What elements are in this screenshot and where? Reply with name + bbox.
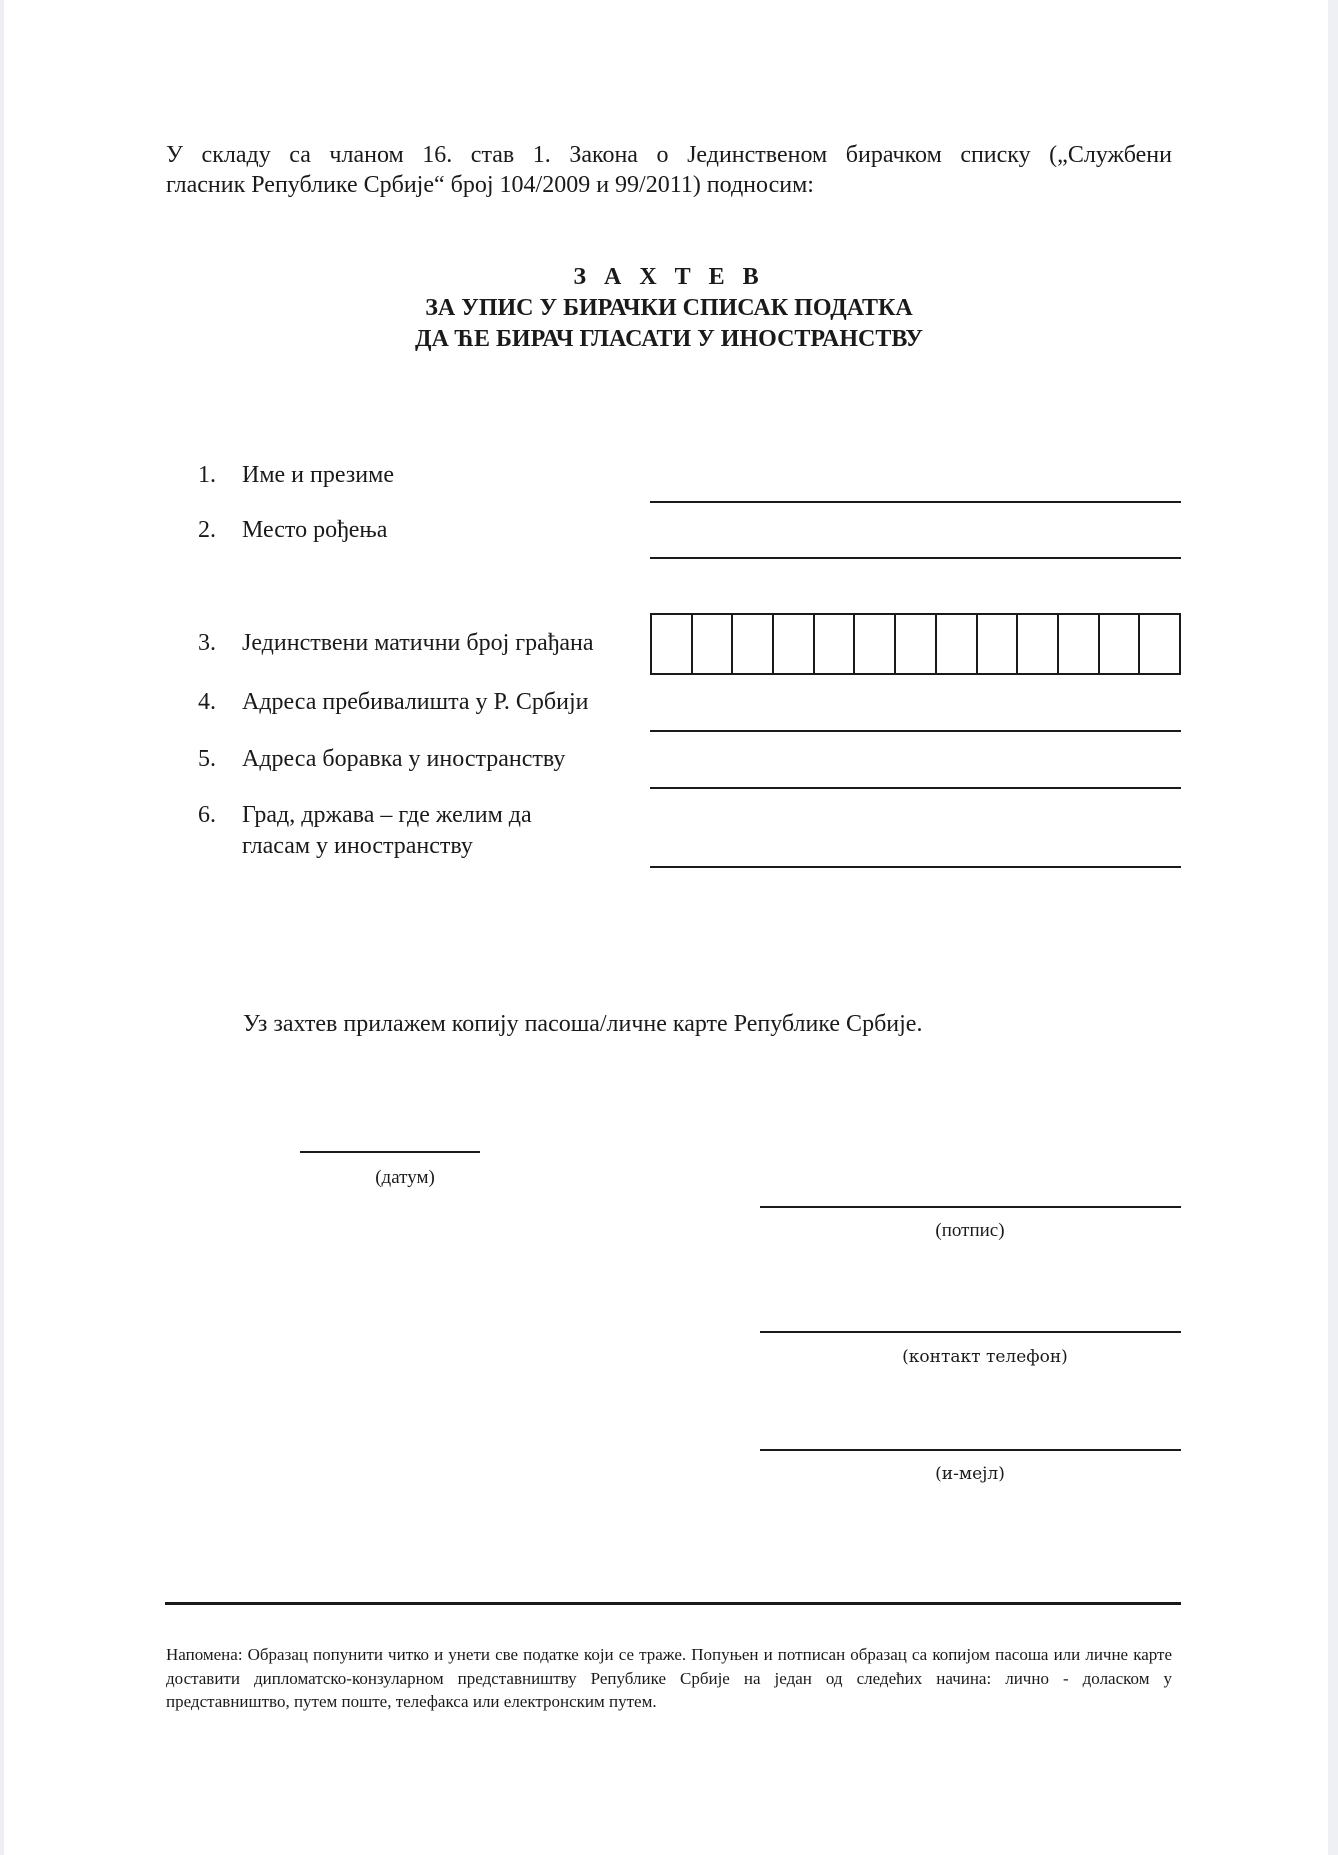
jmbg-digit-cell[interactable] — [1100, 615, 1141, 673]
footer-divider — [165, 1602, 1181, 1605]
date-caption: (датум) — [375, 1167, 435, 1188]
field-4-label: Адреса пребивалишта у Р. Србији — [242, 689, 589, 715]
jmbg-digit-cell[interactable] — [774, 615, 815, 673]
field-5-number: 5. — [198, 746, 216, 772]
field-4-input-line[interactable] — [650, 730, 1181, 732]
title-line-3: ДА ЋЕ БИРАЧ ГЛАСАТИ У ИНОСТРАНСТВУ — [414, 326, 924, 352]
field-6-number: 6. — [198, 802, 216, 828]
email-caption: (и-мејл) — [935, 1464, 1005, 1484]
intro-line-2: гласник Републике Србије“ број 104/2009 и 99/2011) подносим: — [166, 172, 814, 198]
attachment-statement: Уз захтев прилажем копију пасоша/личне карте Републике Србије. — [243, 1011, 923, 1037]
field-1-input-line[interactable] — [650, 501, 1181, 503]
date-input-line[interactable] — [300, 1151, 480, 1153]
phone-caption: (контакт телефон) — [902, 1347, 1068, 1367]
intro-line-1: У складу са чланом 16. став 1. Закона о Јединственом бирачком списку („Службени — [166, 142, 1172, 168]
field-2-number: 2. — [198, 517, 216, 543]
jmbg-digit-cell[interactable] — [652, 615, 693, 673]
field-6-label-line-2: гласам у иностранству — [242, 833, 473, 859]
jmbg-digit-cell[interactable] — [733, 615, 774, 673]
field-2-label: Место рођења — [242, 517, 388, 543]
jmbg-digit-cell[interactable] — [937, 615, 978, 673]
footer-note: Напомена: Образац попунити читко и унети све податке који се траже. Попуњен и потписан образац са копијом пасоша или личне карте доставити дипломатско-конзуларном представништву Републике Србије на један од следећих начина: лично - доласком у представништво, путем поште, телефакса или електронским путем. — [166, 1645, 1172, 1711]
jmbg-digit-cell[interactable] — [1140, 615, 1179, 673]
phone-input-line[interactable] — [760, 1331, 1181, 1333]
field-4-number: 4. — [198, 689, 216, 715]
title-line-2: ЗА УПИС У БИРАЧКИ СПИСАК ПОДАТКА — [425, 295, 913, 321]
field-3-label: Јединствени матични број грађана — [242, 630, 594, 656]
field-2-input-line[interactable] — [650, 557, 1181, 559]
jmbg-digit-cell[interactable] — [1018, 615, 1059, 673]
jmbg-digit-cell[interactable] — [815, 615, 856, 673]
field-6-label — [242, 800, 532, 862]
field-6-label-line-1: Град, држава – где желим да — [242, 802, 532, 828]
jmbg-digit-cell[interactable] — [896, 615, 937, 673]
page-edge-left — [0, 0, 4, 1855]
intro-paragraph — [166, 140, 1172, 200]
jmbg-digit-cell[interactable] — [855, 615, 896, 673]
field-1-number: 1. — [198, 462, 216, 488]
jmbg-digit-cell[interactable] — [978, 615, 1019, 673]
field-3-number: 3. — [198, 630, 216, 656]
page-edge-right — [1328, 0, 1338, 1855]
jmbg-digit-cell[interactable] — [693, 615, 734, 673]
form-title — [300, 262, 1038, 355]
title-line-1: З А Х Т Е В — [573, 264, 765, 290]
jmbg-digit-boxes[interactable] — [650, 613, 1181, 675]
email-input-line[interactable] — [760, 1449, 1181, 1451]
field-5-label: Адреса боравка у иностранству — [242, 746, 566, 772]
field-5-input-line[interactable] — [650, 787, 1181, 789]
jmbg-digit-cell[interactable] — [1059, 615, 1100, 673]
field-1-label: Име и презиме — [242, 462, 394, 488]
field-6-input-line[interactable] — [650, 866, 1181, 868]
signature-caption: (потпис) — [935, 1220, 1005, 1241]
signature-input-line[interactable] — [760, 1206, 1181, 1208]
